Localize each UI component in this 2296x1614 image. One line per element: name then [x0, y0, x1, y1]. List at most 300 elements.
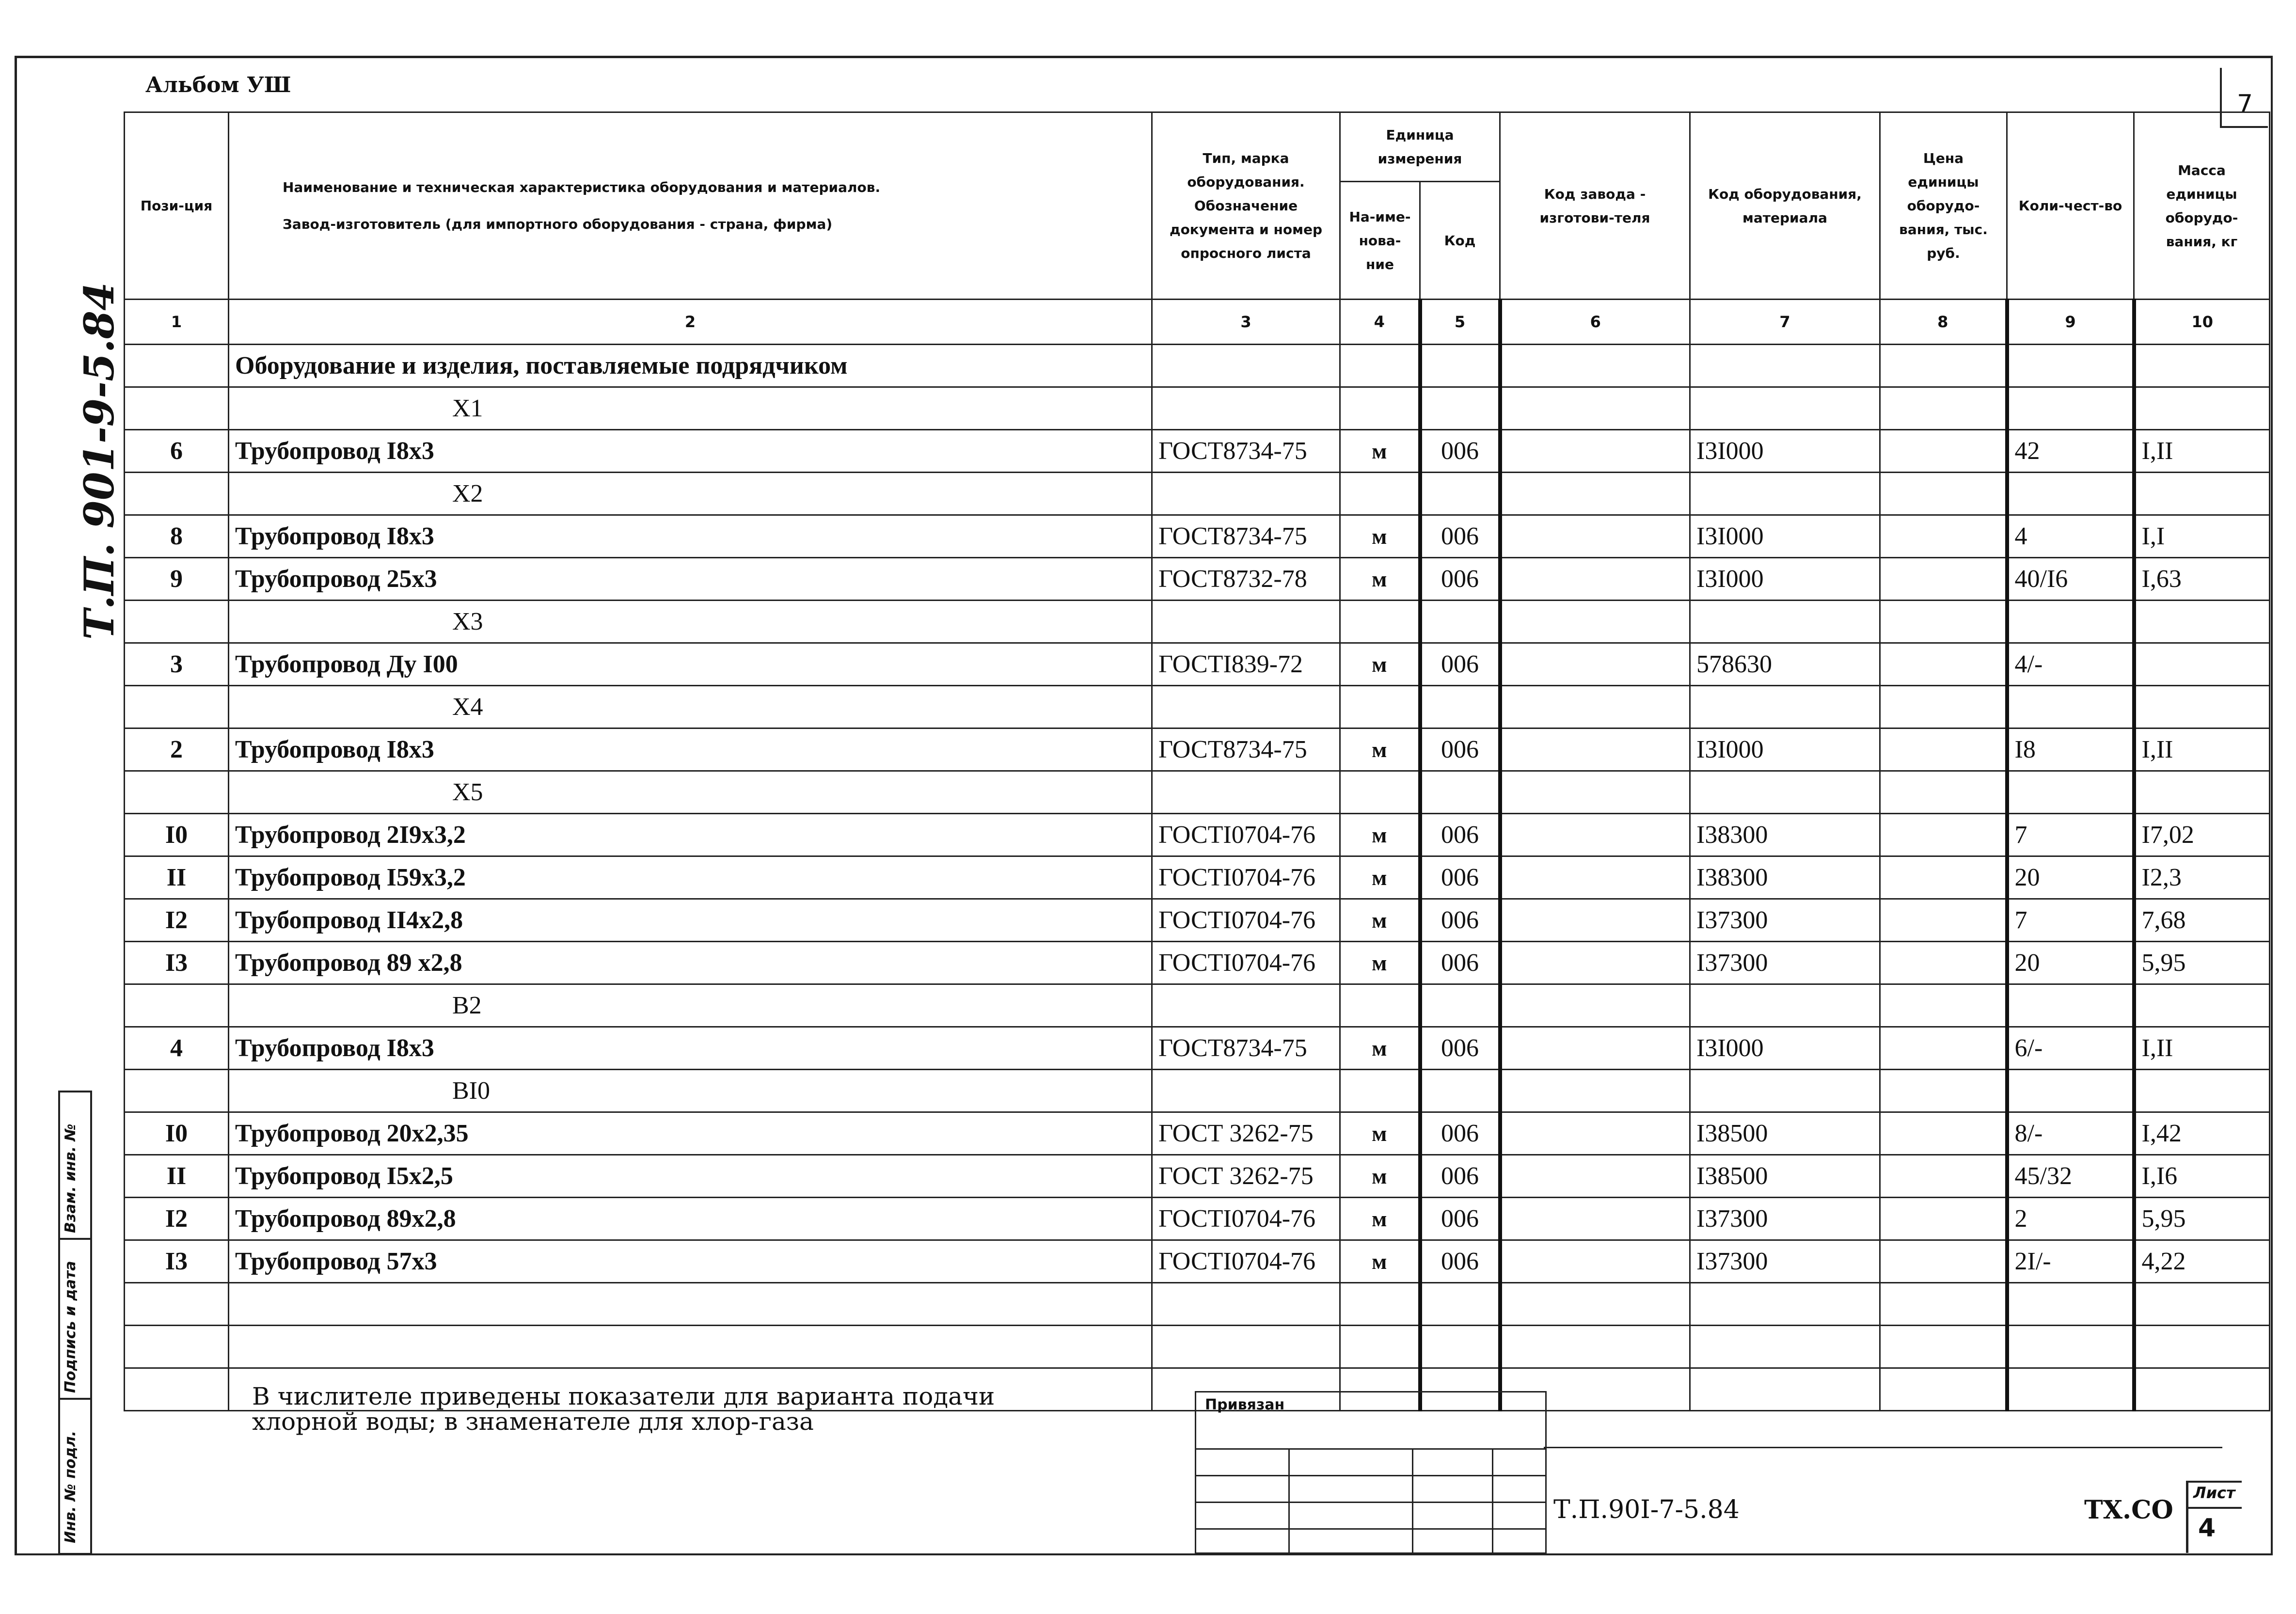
empty-cell [2007, 1070, 2134, 1112]
empty-cell [125, 1326, 229, 1368]
empty-cell [1152, 387, 1340, 430]
header-name [229, 112, 1152, 300]
item-price [1880, 1112, 2007, 1155]
item-unit: м [1340, 558, 1420, 601]
column-numbers-row [125, 300, 2270, 345]
item-position: II [125, 1155, 229, 1198]
item-mass: 4,22 [2134, 1240, 2270, 1283]
item-mass [2134, 643, 2270, 686]
empty-cell [125, 1070, 229, 1112]
item-position: 2 [125, 728, 229, 771]
empty-cell [1340, 686, 1420, 728]
item-unit-code: 006 [1420, 856, 1500, 899]
empty-cell [1500, 686, 1690, 728]
subgroup-label: Х4 [229, 686, 1152, 728]
item-quantity: 40/I6 [2007, 558, 2134, 601]
item-unit-code: 006 [1420, 1155, 1500, 1198]
item-quantity: 7 [2007, 814, 2134, 856]
item-quantity: 2 [2007, 1198, 2134, 1240]
subgroup-label: Х2 [229, 473, 1152, 515]
item-unit: м [1340, 814, 1420, 856]
empty-cell [2007, 771, 2134, 814]
empty-cell [125, 473, 229, 515]
header-qty: Коли-чест-во [2007, 112, 2134, 300]
item-plant-code [1500, 430, 1690, 473]
item-document: ГОСТ 3262-75 [1152, 1112, 1340, 1155]
subgroup-row [125, 686, 2270, 728]
header-name-line2: Завод-изготовитель (для импортного оборудования - страна, фирма) [283, 216, 833, 232]
empty-cell [1880, 984, 2007, 1027]
item-name: Трубопровод 89 х2,8 [229, 942, 1152, 984]
item-price [1880, 1240, 2007, 1283]
item-position: I0 [125, 814, 229, 856]
header-unit-group: Единица измерения [1340, 112, 1500, 182]
item-price [1880, 430, 2007, 473]
item-mass: I,II [2134, 430, 2270, 473]
empty-cell [1420, 984, 1500, 1027]
item-quantity: 4 [2007, 515, 2134, 558]
item-unit: м [1340, 1155, 1420, 1198]
binding-stamp [1195, 1391, 1547, 1554]
item-quantity: 4/- [2007, 643, 2134, 686]
subgroup-row [125, 601, 2270, 643]
item-unit: м [1340, 1027, 1420, 1070]
item-unit: м [1340, 1112, 1420, 1155]
subgroup-row [125, 771, 2270, 814]
empty-cell [2134, 473, 2270, 515]
empty-cell [1690, 771, 1880, 814]
item-position: 9 [125, 558, 229, 601]
item-price [1880, 515, 2007, 558]
empty-cell [2134, 601, 2270, 643]
empty-cell [1880, 473, 2007, 515]
subgroup-row [125, 984, 2270, 1027]
empty-cell [1690, 1070, 1880, 1112]
column-number: 9 [2007, 300, 2134, 345]
empty-cell [125, 984, 229, 1027]
empty-cell [2134, 1283, 2270, 1326]
empty-cell [125, 601, 229, 643]
item-equipment-code: I38300 [1690, 814, 1880, 856]
footnote-line2: хлорной воды; в знаменателе для хлор-газа [252, 1408, 814, 1436]
subgroup-label: Х1 [229, 387, 1152, 430]
empty-cell [125, 1368, 229, 1411]
item-unit-code: 006 [1420, 814, 1500, 856]
item-unit-code: 006 [1420, 430, 1500, 473]
header-mass: Масса единицы оборудо-вания, кг [2134, 112, 2270, 300]
item-document: ГОСТ8732-78 [1152, 558, 1340, 601]
item-document: ГОСТ8734-75 [1152, 1027, 1340, 1070]
empty-cell [1500, 1070, 1690, 1112]
subgroup-label: В2 [229, 984, 1152, 1027]
empty-cell [1690, 1326, 1880, 1368]
empty-cell [1500, 387, 1690, 430]
item-equipment-code: I37300 [1690, 899, 1880, 942]
item-row [125, 856, 2270, 899]
item-name: Трубопровод I8х3 [229, 430, 1152, 473]
item-equipment-code: I3I000 [1690, 728, 1880, 771]
item-price [1880, 942, 2007, 984]
empty-cell [1340, 387, 1420, 430]
empty-cell [1340, 984, 1420, 1027]
empty-cell [125, 686, 229, 728]
empty-cell [1880, 1368, 2007, 1411]
item-quantity: 6/- [2007, 1027, 2134, 1070]
empty-cell [1340, 1326, 1420, 1368]
empty-cell [1420, 1326, 1500, 1368]
item-name: Трубопровод I8х3 [229, 1027, 1152, 1070]
subgroup-label: Х3 [229, 601, 1152, 643]
item-row [125, 1112, 2270, 1155]
strip-cell [60, 1238, 90, 1400]
vertical-doc-code: Т.П. 901-9-5.84 [75, 282, 123, 640]
item-plant-code [1500, 558, 1690, 601]
empty-cell [125, 1283, 229, 1326]
subgroup-label: ВI0 [229, 1070, 1152, 1112]
left-approval-strip [58, 1091, 92, 1555]
empty-cell [1690, 984, 1880, 1027]
item-unit-code: 006 [1420, 1240, 1500, 1283]
strip-label-inv: Инв. № подл. [62, 1430, 79, 1543]
empty-cell [2007, 601, 2134, 643]
empty-cell [2134, 771, 2270, 814]
empty-cell [2007, 686, 2134, 728]
item-row [125, 1240, 2270, 1283]
item-plant-code [1500, 515, 1690, 558]
item-mass: 5,95 [2134, 1198, 2270, 1240]
item-quantity: 45/32 [2007, 1155, 2134, 1198]
subgroup-row [125, 1070, 2270, 1112]
item-quantity: 42 [2007, 430, 2134, 473]
item-quantity: 8/- [2007, 1112, 2134, 1155]
item-document: ГОСТI0704-76 [1152, 1240, 1340, 1283]
empty-cell [1690, 1368, 1880, 1411]
empty-cell [1880, 1070, 2007, 1112]
item-plant-code [1500, 1198, 1690, 1240]
item-equipment-code: I37300 [1690, 942, 1880, 984]
item-mass: I,I [2134, 515, 2270, 558]
item-unit: м [1340, 1240, 1420, 1283]
sheet-box [2186, 1481, 2242, 1553]
item-quantity: 7 [2007, 899, 2134, 942]
item-equipment-code: I38500 [1690, 1112, 1880, 1155]
item-plant-code [1500, 1112, 1690, 1155]
item-mass: I,II [2134, 1027, 2270, 1070]
item-row [125, 643, 2270, 686]
item-quantity: 20 [2007, 856, 2134, 899]
item-unit-code: 006 [1420, 643, 1500, 686]
strip-cell [60, 1092, 90, 1240]
item-plant-code [1500, 1155, 1690, 1198]
item-position: I2 [125, 1198, 229, 1240]
header-plant-code: Код завода - изготови-теля [1500, 112, 1690, 300]
item-price [1880, 1155, 2007, 1198]
empty-cell [229, 1283, 1152, 1326]
empty-cell [1690, 387, 1880, 430]
subgroup-row [125, 473, 2270, 515]
empty-cell [1500, 473, 1690, 515]
sheet-label: Лист [2193, 1484, 2235, 1502]
item-document: ГОСТ8734-75 [1152, 430, 1340, 473]
sheet-box-number: 4 [2198, 1514, 2216, 1543]
empty-cell [1152, 473, 1340, 515]
item-position: 3 [125, 643, 229, 686]
empty-cell [2134, 1070, 2270, 1112]
section-title: Оборудование и изделия, поставляемые подрядчиком [229, 345, 1152, 387]
item-plant-code [1500, 899, 1690, 942]
item-plant-code [1500, 1027, 1690, 1070]
item-plant-code [1500, 728, 1690, 771]
item-row [125, 1198, 2270, 1240]
item-mass: I,II [2134, 728, 2270, 771]
item-name: Трубопровод 57х3 [229, 1240, 1152, 1283]
item-position: I3 [125, 942, 229, 984]
empty-cell [229, 1326, 1152, 1368]
empty-cell [125, 771, 229, 814]
item-row [125, 728, 2270, 771]
item-name: Трубопровод 2I9х3,2 [229, 814, 1152, 856]
item-name: Трубопровод I5х2,5 [229, 1155, 1152, 1198]
subgroup-label: Х5 [229, 771, 1152, 814]
album-label: Альбом УШ [145, 73, 291, 97]
item-mass: 7,68 [2134, 899, 2270, 942]
empty-cell [1500, 984, 1690, 1027]
section-row [125, 345, 2270, 387]
item-position: 8 [125, 515, 229, 558]
item-document: ГОСТI0704-76 [1152, 942, 1340, 984]
item-name: Трубопровод I8х3 [229, 728, 1152, 771]
item-name: Трубопровод 20х2,35 [229, 1112, 1152, 1155]
item-unit: м [1340, 515, 1420, 558]
item-unit-code: 006 [1420, 942, 1500, 984]
empty-cell [2007, 1326, 2134, 1368]
item-document: ГОСТ8734-75 [1152, 728, 1340, 771]
empty-cell [125, 387, 229, 430]
item-unit-code: 006 [1420, 1027, 1500, 1070]
item-position: I3 [125, 1240, 229, 1283]
empty-cell [1340, 601, 1420, 643]
item-price [1880, 643, 2007, 686]
empty-cell [1152, 984, 1340, 1027]
empty-cell [1152, 686, 1340, 728]
empty-cell [1500, 601, 1690, 643]
column-number: 7 [1690, 300, 1880, 345]
item-quantity: 20 [2007, 942, 2134, 984]
item-mass: I,I6 [2134, 1155, 2270, 1198]
item-unit: м [1340, 643, 1420, 686]
empty-cell [2134, 984, 2270, 1027]
empty-cell [1152, 601, 1340, 643]
blank-row [125, 1283, 2270, 1326]
item-unit-code: 006 [1420, 1198, 1500, 1240]
empty-cell [1880, 1283, 2007, 1326]
column-number: 2 [229, 300, 1152, 345]
item-price [1880, 856, 2007, 899]
document-code: Т.П.90I-7-5.84 [1553, 1495, 1740, 1524]
header-equip-code: Код оборудования, материала [1690, 112, 1880, 300]
item-plant-code [1500, 814, 1690, 856]
item-name: Трубопровод II4х2,8 [229, 899, 1152, 942]
empty-cell [1340, 771, 1420, 814]
item-mass: 5,95 [2134, 942, 2270, 984]
item-unit-code: 006 [1420, 515, 1500, 558]
strip-label-replace: Взам. инв. № [62, 1123, 79, 1233]
item-position: I2 [125, 899, 229, 942]
column-number: 1 [125, 300, 229, 345]
empty-cell [1340, 1283, 1420, 1326]
empty-cell [1420, 387, 1500, 430]
item-row [125, 942, 2270, 984]
item-equipment-code: I37300 [1690, 1198, 1880, 1240]
empty-cell [1880, 1326, 2007, 1368]
item-position: II [125, 856, 229, 899]
empty-cell [1690, 601, 1880, 643]
empty-cell [2134, 1326, 2270, 1368]
item-name: Трубопровод 25х3 [229, 558, 1152, 601]
empty-cell [2007, 1283, 2134, 1326]
subgroup-row [125, 387, 2270, 430]
column-number: 3 [1152, 300, 1340, 345]
item-document: ГОСТI0704-76 [1152, 899, 1340, 942]
item-position: I0 [125, 1112, 229, 1155]
item-equipment-code: 578630 [1690, 643, 1880, 686]
footnote-line1: В числителе приведены показатели для варианта подачи [252, 1382, 995, 1410]
header-price: Цена единицы оборудо-вания, тыс. руб. [1880, 112, 2007, 300]
item-unit: м [1340, 899, 1420, 942]
item-plant-code [1500, 856, 1690, 899]
empty-cell [1500, 771, 1690, 814]
empty-cell [1420, 601, 1500, 643]
item-price [1880, 558, 2007, 601]
header-unit-name: На-име-нова-ние [1340, 182, 1420, 300]
item-mass: I2,3 [2134, 856, 2270, 899]
header-type: Тип, марка оборудования. Обозначение документа и номер опросного листа [1152, 112, 1340, 300]
empty-cell [1880, 387, 2007, 430]
column-number: 8 [1880, 300, 2007, 345]
item-document: ГОСТI0704-76 [1152, 856, 1340, 899]
specification-table [124, 111, 2270, 1411]
column-number: 5 [1420, 300, 1500, 345]
item-equipment-code: I3I000 [1690, 515, 1880, 558]
empty-cell [1420, 686, 1500, 728]
document-mark: ТХ.СО [2084, 1495, 2173, 1525]
item-name: Трубопровод 89х2,8 [229, 1198, 1152, 1240]
empty-cell [1152, 771, 1340, 814]
item-plant-code [1500, 1240, 1690, 1283]
item-unit-code: 006 [1420, 1112, 1500, 1155]
empty-cell [2007, 1368, 2134, 1411]
item-row [125, 899, 2270, 942]
item-document: ГОСТI0704-76 [1152, 814, 1340, 856]
item-row [125, 430, 2270, 473]
empty-cell [2134, 686, 2270, 728]
item-unit: м [1340, 430, 1420, 473]
item-document: ГОСТI0704-76 [1152, 1198, 1340, 1240]
header-unit-code: Код [1420, 182, 1500, 300]
item-plant-code [1500, 643, 1690, 686]
item-price [1880, 1027, 2007, 1070]
item-unit: м [1340, 942, 1420, 984]
item-equipment-code: I37300 [1690, 1240, 1880, 1283]
empty-cell [1340, 1070, 1420, 1112]
item-position: 4 [125, 1027, 229, 1070]
column-number: 4 [1340, 300, 1420, 345]
item-mass: I,42 [2134, 1112, 2270, 1155]
item-unit-code: 006 [1420, 899, 1500, 942]
item-quantity: I8 [2007, 728, 2134, 771]
empty-cell [2134, 387, 2270, 430]
empty-cell [2134, 1368, 2270, 1411]
blank-row [125, 1326, 2270, 1368]
item-unit: м [1340, 728, 1420, 771]
item-document: ГОСТ 3262-75 [1152, 1155, 1340, 1198]
strip-label-sign: Подпись и дата [62, 1261, 79, 1393]
item-unit-code: 006 [1420, 728, 1500, 771]
item-name: Трубопровод I59х3,2 [229, 856, 1152, 899]
item-unit: м [1340, 1198, 1420, 1240]
item-equipment-code: I38300 [1690, 856, 1880, 899]
item-mass: I,63 [2134, 558, 2270, 601]
column-number: 6 [1500, 300, 1690, 345]
header-name-line1: Наименование и техническая характеристика оборудования и материалов. [283, 179, 881, 195]
item-price [1880, 899, 2007, 942]
strip-cell [60, 1398, 90, 1551]
item-name: Трубопровод I8х3 [229, 515, 1152, 558]
empty-cell [2007, 387, 2134, 430]
item-unit-code: 006 [1420, 558, 1500, 601]
item-row [125, 515, 2270, 558]
item-price [1880, 1198, 2007, 1240]
empty-cell [1420, 1070, 1500, 1112]
empty-cell [1420, 1283, 1500, 1326]
stamp-label: Привязан [1205, 1396, 1285, 1413]
header-pos: Пози-ция [125, 112, 229, 300]
item-mass: I7,02 [2134, 814, 2270, 856]
item-price [1880, 728, 2007, 771]
column-number: 10 [2134, 300, 2270, 345]
empty-cell [1152, 1070, 1340, 1112]
item-quantity: 2I/- [2007, 1240, 2134, 1283]
item-row [125, 558, 2270, 601]
item-equipment-code: I3I000 [1690, 430, 1880, 473]
item-document: ГОСТ8734-75 [1152, 515, 1340, 558]
item-equipment-code: I3I000 [1690, 1027, 1880, 1070]
empty-cell [1880, 686, 2007, 728]
empty-cell [1152, 1326, 1340, 1368]
item-equipment-code: I3I000 [1690, 558, 1880, 601]
item-equipment-code: I38500 [1690, 1155, 1880, 1198]
item-document: ГОСТI839-72 [1152, 643, 1340, 686]
item-unit: м [1340, 856, 1420, 899]
empty-cell [1880, 601, 2007, 643]
empty-cell [1690, 473, 1880, 515]
empty-cell [1880, 771, 2007, 814]
item-plant-code [1500, 942, 1690, 984]
sheet-number: 7 [2236, 90, 2253, 119]
empty-cell [1500, 1283, 1690, 1326]
item-position: 6 [125, 430, 229, 473]
empty-cell [1340, 473, 1420, 515]
empty-cell [1152, 1283, 1340, 1326]
empty-cell [1420, 771, 1500, 814]
footnote [252, 1384, 995, 1434]
empty-cell [1690, 1283, 1880, 1326]
empty-cell [1420, 473, 1500, 515]
item-price [1880, 814, 2007, 856]
item-row [125, 1155, 2270, 1198]
empty-cell [2007, 984, 2134, 1027]
item-name: Трубопровод Ду I00 [229, 643, 1152, 686]
